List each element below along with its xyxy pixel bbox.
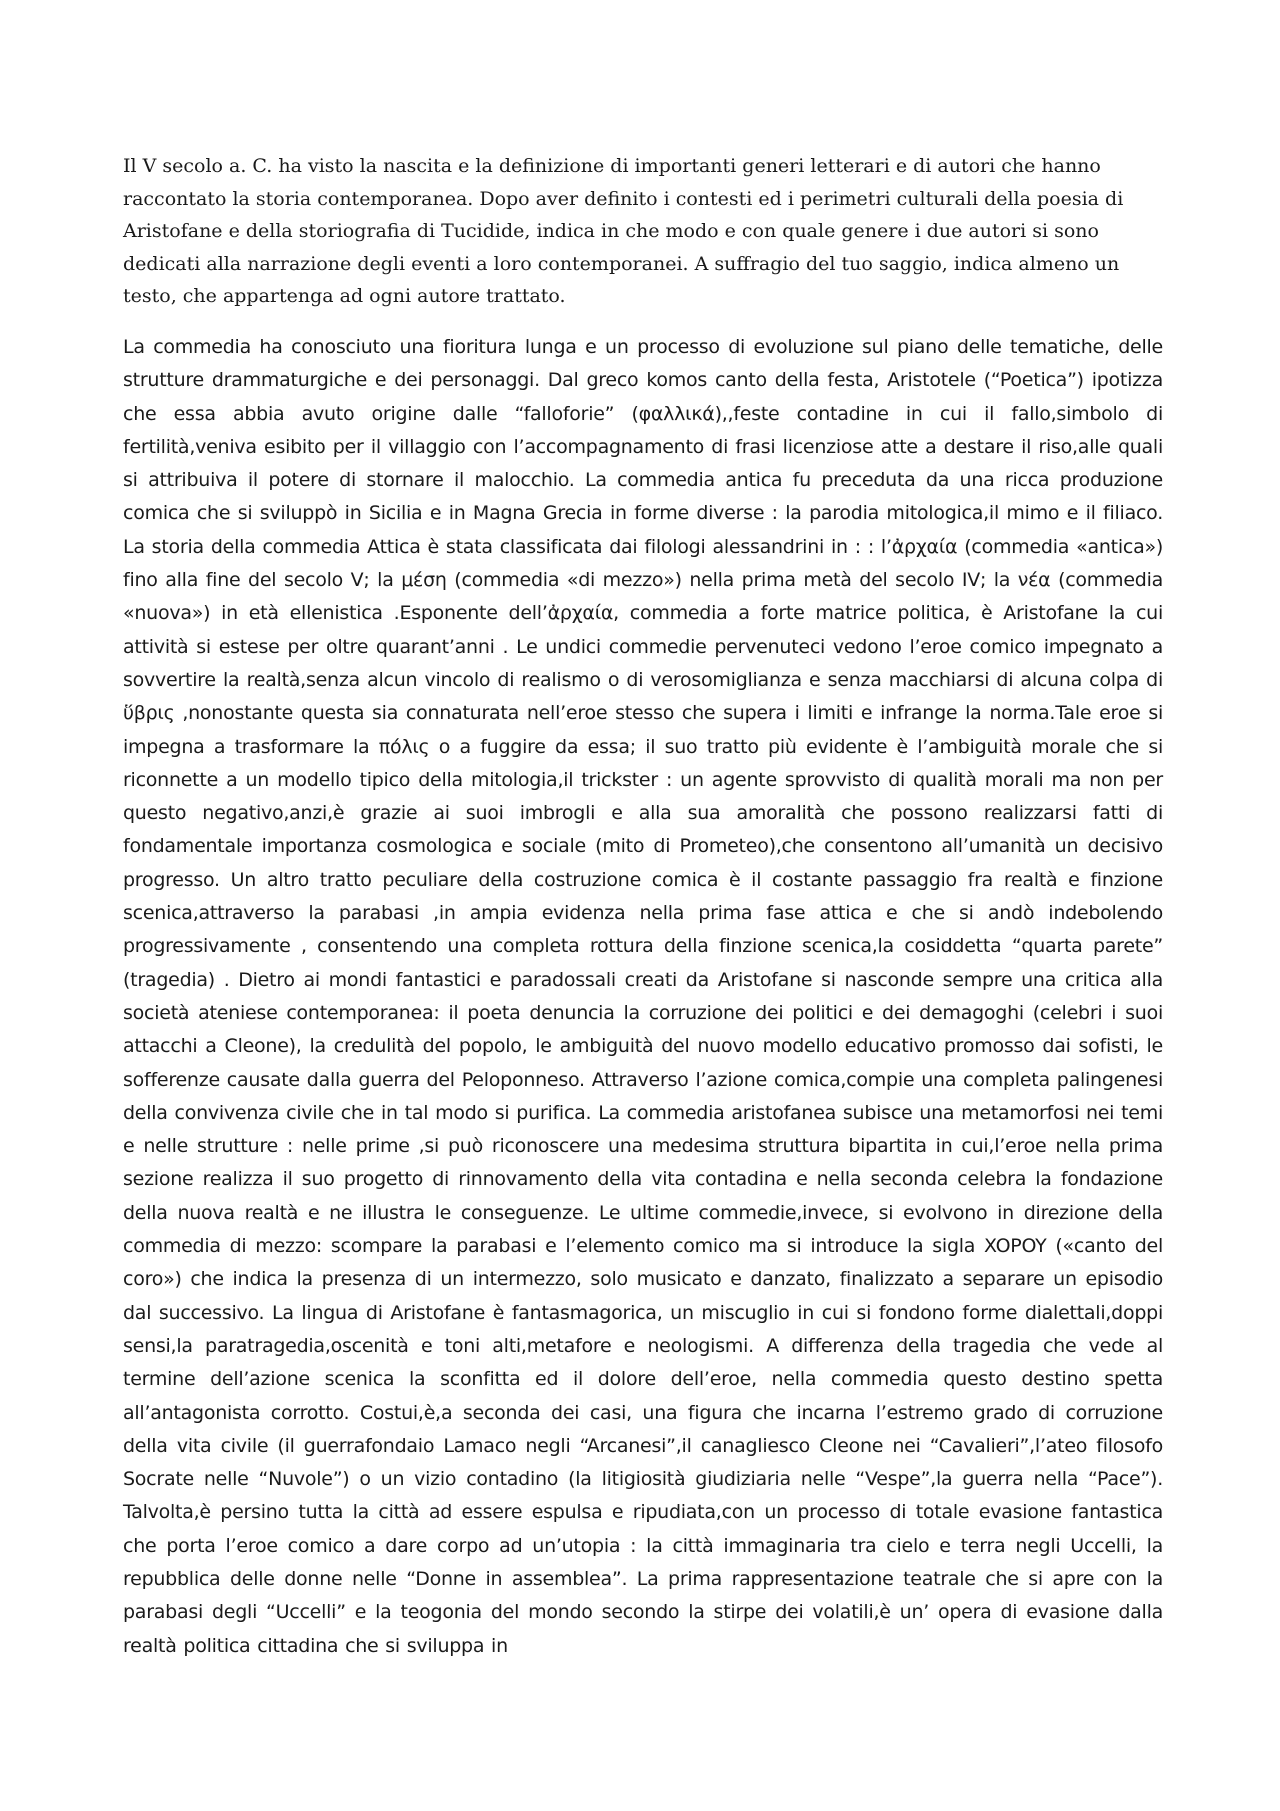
essay-prompt: Il V secolo a. C. ha visto la nascita e la definizione di importanti generi letterari e di autori che hanno raccontato la storia contemporanea. Dopo aver definito i contesti ed i perimetri culturali della poesia di Aristofane e della storiografia di Tucidide, indica in che modo e con quale genere i due autori si sono dedicati alla narrazione degli eventi a loro contemporanei. A suffragio del tuo saggio, indica almeno un testo, che appartenga ad ogni autore trattato.	[123, 155, 1124, 307]
essay-body: La commedia ha conosciuto una fioritura lunga e un processo di evoluzione sul piano delle tematiche, delle strutture drammaturgiche e dei personaggi. Dal greco komos canto della festa, Aristotele (“Poetica”) ipotizza che essa abbia avuto origine dalle “falloforie” (φαλλικά),,feste contadine in cui il fallo,simbolo di fertilità,veniva esibito per il villaggio con l’accompagnamento di frasi licenziose atte a destare il riso,alle quali si attribuiva il potere di stornare il malocchio. La commedia antica fu preceduta da una ricca produzione comica che si sviluppò in Sicilia e in Magna Grecia in forme diverse : la parodia mitologica,il mimo e il filiaco. La storia della commedia Attica è stata classificata dai filologi alessandrini in : : l’ἀρχαία (commedia «antica») fino alla fine del secolo V; la μέση (commedia «di mezzo») nella prima metà del secolo IV; la νέα (commedia «nuova») in età ellenistica .Esponente dell’ἀρχαία, commedia a forte matrice politica, è Aristofane la cui attività si estese per oltre quarant’anni . Le undici commedie pervenuteci vedono l’eroe comico impegnato a sovvertire la realtà,senza alcun vincolo di realismo o di verosomiglianza e senza macchiarsi di alcuna colpa di ὕβρις ,nonostante questa sia connaturata nell’eroe stesso che supera i limiti e infrange la norma.Tale eroe si impegna a trasformare la πόλις o a fuggire da essa; il suo tratto più evidente è l’ambiguità morale che si riconnette a un modello tipico della mitologia,il trickster : un agente sprovvisto di qualità morali ma non per questo negativo,anzi,è grazie ai suoi imbrogli e alla sua amoralità che possono realizzarsi fatti di fondamentale importanza cosmologica e sociale (mito di Prometeo),che consentono all’umanità un decisivo progresso. Un altro tratto peculiare della costruzione comica è il costante passaggio fra realtà e finzione scenica,attraverso la parabasi ,in ampia evidenza nella prima fase attica e che si andò indebolendo progressivamente , consentendo una completa rottura della finzione scenica,la cosiddetta “quarta parete” (tragedia) . Dietro ai mondi fantastici e paradossali creati da Aristofane si nasconde sempre una critica alla società ateniese contemporanea: il poeta denuncia la corruzione dei politici e dei demagoghi (celebri i suoi attacchi a Cleone), la credulità del popolo, le ambiguità del nuovo modello educativo promosso dai sofisti, le sofferenze causate dalla guerra del Peloponneso. Attraverso l’azione comica,compie una completa palingenesi della convivenza civile che in tal modo si purifica. La commedia aristofanea subisce una metamorfosi nei temi e nelle strutture : nelle prime ,si può riconoscere una medesima struttura bipartita in cui,l’eroe nella prima sezione realizza il suo progetto di rinnovamento della vita contadina e nella seconda celebra la fondazione della nuova realtà e ne illustra le conseguenze. Le ultime commedie,invece, si evolvono in direzione della commedia di mezzo: scompare la parabasi e l’elemento comico ma si introduce la sigla XOPOY («canto del coro») che indica la presenza di un intermezzo, solo musicato e danzato, finalizzato a separare un episodio dal successivo. La lingua di Aristofane è fantasmagorica, un miscuglio in cui si fondono forme dialettali,doppi sensi,la paratragedia,oscenità e toni alti,metafore e neologismi. A differenza della tragedia che vede al termine dell’azione scenica la sconfitta ed il dolore dell’eroe, nella commedia questo destino spetta all’antagonista corrotto. Costui,è,a seconda dei casi, una figura che incarna l’estremo grado di corruzione della vita civile (il guerrafondaio Lamaco negli “Arcanesi”,il canagliesco Cleone nei “Cavalieri”,l’ateo filosofo Socrate nelle “Nuvole”) o un vizio contadino (la litigiosità giudiziaria nelle “Vespe”,la guerra nella “Pace”). Talvolta,è persino tutta la città ad essere espulsa e ripudiata,con un processo di totale evasione fantastica che porta l’eroe comico a dare corpo ad un’utopia : la città immaginaria tra cielo e terra negli Uccelli, la repubblica delle donne nelle “Donne in assemblea”. La prima rappresentazione teatrale che si apre con la parabasi degli “Uccelli” e la teogonia del mondo secondo la stirpe dei volatili,è un’ opera di evasione dalla realtà politica cittadina che si sviluppa in	[123, 336, 1163, 1657]
